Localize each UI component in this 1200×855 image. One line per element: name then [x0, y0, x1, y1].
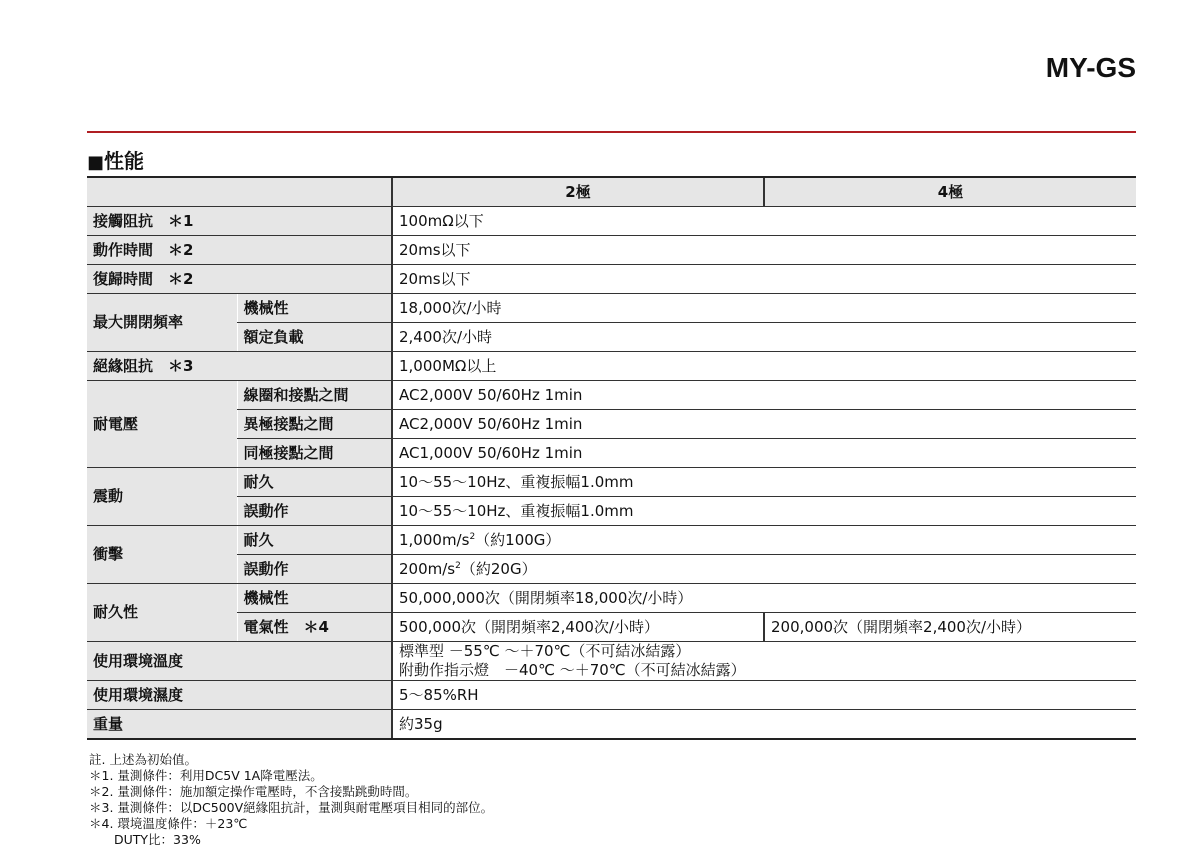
- table-row: [87, 294, 1136, 323]
- row-label: 最大開閉頻率: [87, 294, 237, 352]
- header-2pole: 2極: [392, 177, 764, 207]
- row-value: 100mΩ以下: [392, 207, 1136, 236]
- value-superscript: 2: [455, 560, 461, 571]
- row-value: 10～55～10Hz、重複振幅1.0mm: [392, 497, 1136, 526]
- row-sublabel: 耐久: [237, 468, 392, 497]
- value-line: 附動作指示燈 －40℃ ～＋70℃（不可結冰結露）: [399, 661, 746, 679]
- table-row: [87, 681, 1136, 710]
- table-row: [87, 236, 1136, 265]
- table-row: [87, 207, 1136, 236]
- value-main: 200m/s: [399, 559, 456, 578]
- section-marker: ■: [87, 152, 105, 173]
- footnotes: [89, 752, 493, 848]
- header-blank-cell: [87, 177, 392, 207]
- row-label: 耐電壓: [87, 381, 237, 468]
- row-sublabel: 額定負載: [237, 323, 392, 352]
- table-row: [87, 497, 1136, 526]
- row-sublabel: 異極接點之間: [237, 410, 392, 439]
- row-value: AC2,000V 50/60Hz 1min: [392, 410, 1136, 439]
- row-value: AC1,000V 50/60Hz 1min: [392, 439, 1136, 468]
- footnote: DUTY比：33%: [89, 832, 201, 847]
- row-value: 10～55～10Hz、重複振幅1.0mm: [392, 468, 1136, 497]
- table-row: [87, 410, 1136, 439]
- value-superscript: 2: [469, 531, 476, 542]
- row-value: [392, 642, 1136, 681]
- row-value: 約35g: [392, 710, 1136, 740]
- row-label: 絕緣阻抗 ＊3: [87, 352, 392, 381]
- row-label: 動作時間 ＊2: [87, 236, 392, 265]
- footnote: 註. 上述為初始值。: [89, 752, 197, 767]
- row-label: 復歸時間 ＊2: [87, 265, 392, 294]
- table-row: [87, 468, 1136, 497]
- footnote: ＊2. 量測條件：施加額定操作電壓時，不含接點跳動時間。: [89, 784, 418, 799]
- row-sublabel: 機械性: [237, 294, 392, 323]
- table-row: [87, 265, 1136, 294]
- row-value: 1,000MΩ以上: [392, 352, 1136, 381]
- header-divider: [87, 131, 1136, 133]
- table-row: [87, 584, 1136, 613]
- table-row: [87, 352, 1136, 381]
- row-sublabel: 誤動作: [237, 497, 392, 526]
- row-label: 衝擊: [87, 526, 237, 584]
- row-value: [392, 526, 1136, 555]
- table-row: [87, 439, 1136, 468]
- row-value: 18,000次/小時: [392, 294, 1136, 323]
- row-value: 20ms以下: [392, 236, 1136, 265]
- row-sublabel: 耐久: [237, 526, 392, 555]
- model-title: MY-GS: [1045, 52, 1136, 83]
- table-row: [87, 642, 1136, 681]
- row-sublabel: 機械性: [237, 584, 392, 613]
- table-row: [87, 526, 1136, 555]
- row-value: 50,000,000次（開閉頻率18,000次/小時）: [392, 584, 1136, 613]
- row-value: 5～85%RH: [392, 681, 1136, 710]
- row-label: 使用環境溫度: [87, 642, 392, 681]
- row-sublabel: 同極接點之間: [237, 439, 392, 468]
- section-title-text: 性能: [104, 149, 145, 173]
- row-label: 震動: [87, 468, 237, 526]
- section-title: [87, 149, 144, 175]
- row-label: 使用環境濕度: [87, 681, 392, 710]
- value-rest: （約100G）: [475, 530, 561, 549]
- row-label: 重量: [87, 710, 392, 740]
- table-row: [87, 555, 1136, 584]
- performance-table: [87, 176, 1136, 740]
- row-value: AC2,000V 50/60Hz 1min: [392, 381, 1136, 410]
- row-value: 2,400次/小時: [392, 323, 1136, 352]
- row-label: 耐久性: [87, 584, 237, 642]
- value-main: 1,000m/s: [399, 530, 470, 549]
- row-sublabel: 線圈和接點之間: [237, 381, 392, 410]
- value-rest: （約20G）: [460, 559, 537, 578]
- table-row: [87, 710, 1136, 740]
- table-header-row: [87, 177, 1136, 207]
- row-label: 接觸阻抗 ＊1: [87, 207, 392, 236]
- footnote: ＊3. 量測條件：以DC500V絕緣阻抗計，量測與耐電壓項目相同的部位。: [89, 800, 494, 815]
- row-value-4pole: 200,000次（開閉頻率2,400次/小時）: [764, 613, 1136, 642]
- table-row: [87, 381, 1136, 410]
- header-4pole: 4極: [764, 177, 1136, 207]
- row-value: 20ms以下: [392, 265, 1136, 294]
- footnote: ＊1. 量測條件：利用DC5V 1A降電壓法。: [89, 768, 323, 783]
- row-sublabel: 誤動作: [237, 555, 392, 584]
- table-row: [87, 323, 1136, 352]
- value-line: 標準型 －55℃ ～＋70℃（不可結冰結露）: [399, 642, 691, 660]
- row-value: [392, 555, 1136, 584]
- row-value-2pole: 500,000次（開閉頻率2,400次/小時）: [392, 613, 764, 642]
- row-sublabel: 電氣性 ＊4: [237, 613, 392, 642]
- table-row: [87, 613, 1136, 642]
- footnote: ＊4. 環境溫度條件：＋23℃: [89, 816, 248, 831]
